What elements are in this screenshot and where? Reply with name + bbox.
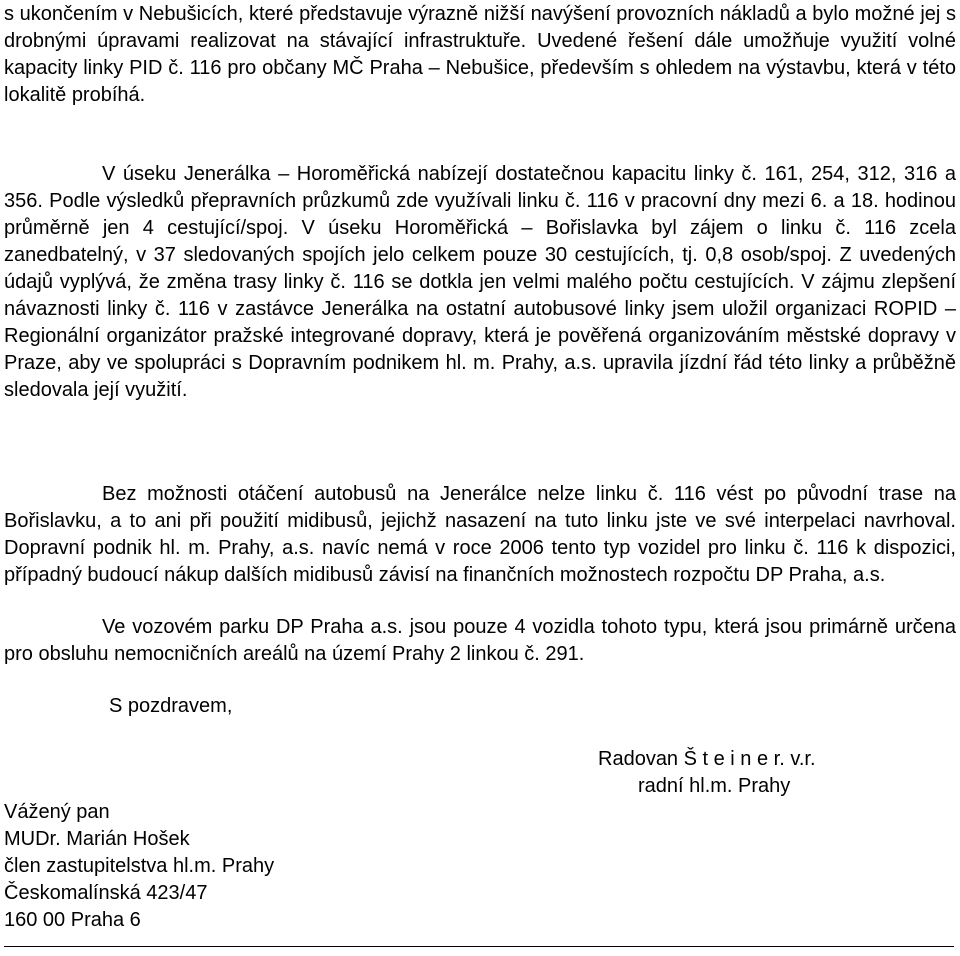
paragraph-3-text: Bez možnosti otáčení autobusů na Jenerálce nelze linku č. 116 vést po původní trase na Bořislavku, a to ani při použití midibusů, jejichž nasazení na tuto linku jste ve své interpelaci navrhoval. Dopravní podnik hl. m. Prahy, a.s. navíc nemá v roce 2006 tento typ vozidel pro linku č. 116 k dispozici, případný budoucí nákup dalších midibusů závisí na finančních možnostech rozpočtu DP Praha, a.s. [4,483,956,586]
closing-greeting: S pozdravem, [109,695,233,717]
paragraph-2 [4,161,956,404]
paragraph-3 [4,481,956,589]
signature-name: Radovan Š t e i n e r. v.r. [598,748,816,770]
bottom-divider [4,946,954,947]
paragraph-2-text: V úseku Jenerálka – Horoměřická nabízejí dostatečnou kapacitu linky č. 161, 254, 312, 316 a 356. Podle výsledků přepravních průzkumů zde využívali linku č. 116 v pracovní dny mezi 6. a 18. hodinou průměrně jen 4 cestující/spoj. V úseku Horoměřická – Bořislavka byl zájem o linku č. 116 zcela zanedbatelný, v 37 sledovaných spojích jelo celkem pouze 30 cestujících, tj. 0,8 osob/spoj. Z uvedených údajů vyplývá, že změna trasy linky č. 116 se dotkla jen velmi malého počtu cestujících. V zájmu zlepšení návaznosti linky č. 116 v zastávce Jenerálka na ostatní autobusové linky jsem uložil organizaci ROPID – Regionální organizátor pražské integrované dopravy, která je pověřená organizováním městské dopravy v Praze, aby ve spolupráci s Dopravním podnikem hl. m. Prahy, a.s. upravila jízdní řád této linky a průběžně sledovala její využití. [4,163,956,401]
recipient-salutation: Vážený pan [4,801,110,823]
signature-role: radní hl.m. Prahy [638,775,791,797]
recipient-name: MUDr. Marián Hošek [4,828,190,850]
recipient-city: 160 00 Praha 6 [4,909,141,931]
paragraph-4 [4,614,956,668]
recipient-address [4,799,274,934]
signature-block [598,746,816,800]
recipient-position: člen zastupitelstva hl.m. Prahy [4,855,275,877]
recipient-street: Českomalínská 423/47 [4,882,208,904]
paragraph-1 [4,1,956,109]
paragraph-1-text: s ukončením v Nebušicích, které představuje výrazně nižší navýšení provozních nákladů a bylo možné jej s drobnými úpravami realizovat na stávající infrastruktuře. Uvedené řešení dále umožňuje využití volné kapacity linky PID č. 116 pro občany MČ Praha – Nebušice, především s ohledem na výstavbu, která v této lokalitě probíhá. [4,3,956,106]
paragraph-4-text: Ve vozovém parku DP Praha a.s. jsou pouze 4 vozidla tohoto typu, která jsou primárně určena pro obsluhu nemocničních areálů na území Prahy 2 linkou č. 291. [4,616,956,665]
